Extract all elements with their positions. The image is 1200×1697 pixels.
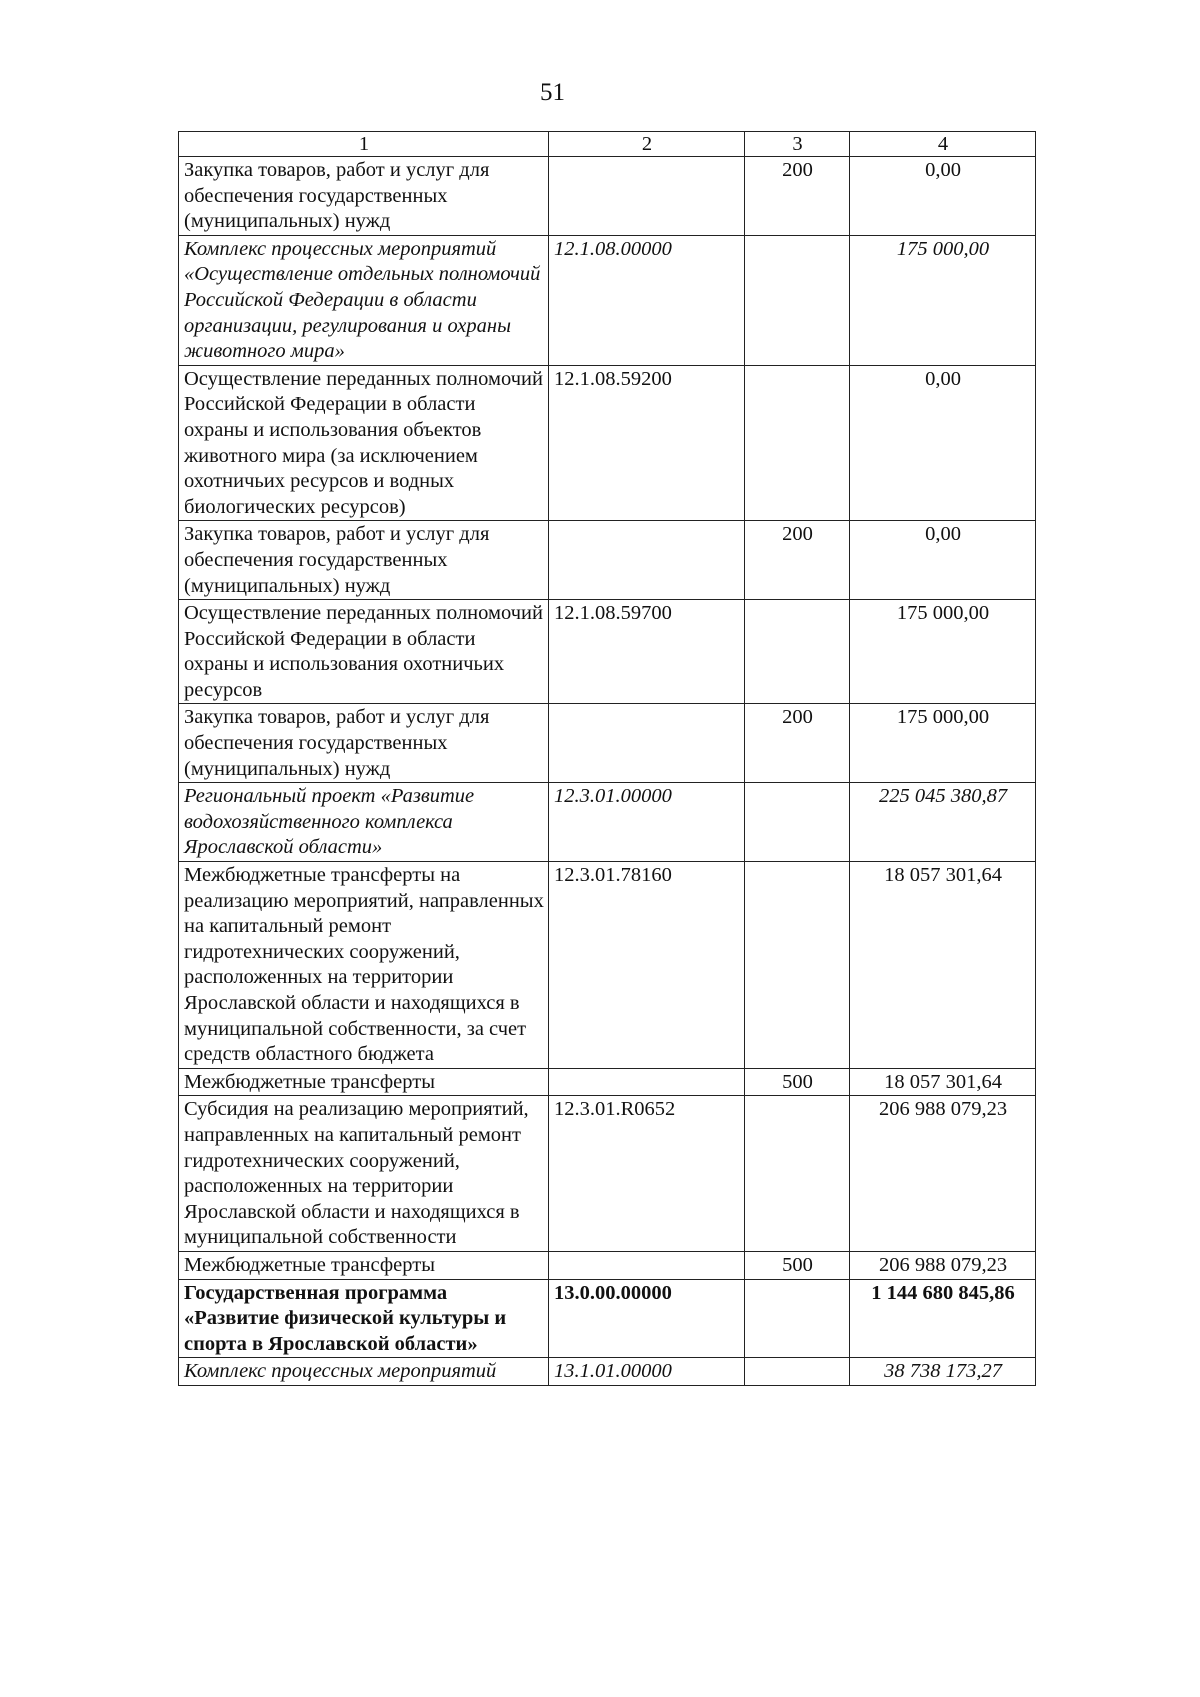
row-kind-cell: 200 bbox=[745, 704, 850, 783]
table-row bbox=[179, 157, 1036, 236]
row-code-cell: 13.0.00.00000 bbox=[549, 1279, 745, 1358]
header-cell-name: 1 bbox=[179, 132, 549, 157]
row-amount-cell: 175 000,00 bbox=[850, 235, 1036, 365]
row-amount-cell: 0,00 bbox=[850, 157, 1036, 236]
row-amount-cell: 38 738 173,27 bbox=[850, 1358, 1036, 1386]
row-code-cell bbox=[549, 521, 745, 600]
row-name-cell: Региональный проект «Развитие водохозяйственного комплекса Ярославской области» bbox=[179, 783, 549, 862]
table-row bbox=[179, 365, 1036, 521]
row-amount-cell: 206 988 079,23 bbox=[850, 1096, 1036, 1252]
row-kind-cell: 500 bbox=[745, 1068, 850, 1096]
row-kind-cell bbox=[745, 365, 850, 521]
row-name-cell: Межбюджетные трансферты bbox=[179, 1068, 549, 1096]
row-kind-cell bbox=[745, 1096, 850, 1252]
table-row bbox=[179, 783, 1036, 862]
row-amount-cell: 206 988 079,23 bbox=[850, 1251, 1036, 1279]
row-amount-cell: 0,00 bbox=[850, 521, 1036, 600]
row-kind-cell bbox=[745, 783, 850, 862]
row-amount-cell: 1 144 680 845,86 bbox=[850, 1279, 1036, 1358]
table-row bbox=[179, 862, 1036, 1069]
row-code-cell: 12.3.01.78160 bbox=[549, 862, 745, 1069]
row-code-cell bbox=[549, 704, 745, 783]
row-kind-cell bbox=[745, 235, 850, 365]
row-code-cell bbox=[549, 1068, 745, 1096]
page-number: 51 bbox=[540, 79, 565, 106]
header-cell-code: 2 bbox=[549, 132, 745, 157]
row-kind-cell bbox=[745, 862, 850, 1069]
table-row bbox=[179, 704, 1036, 783]
row-amount-cell: 175 000,00 bbox=[850, 704, 1036, 783]
row-code-cell: 13.1.01.00000 bbox=[549, 1358, 745, 1386]
row-code-cell: 12.3.01.00000 bbox=[549, 783, 745, 862]
row-kind-cell bbox=[745, 600, 850, 704]
row-amount-cell: 175 000,00 bbox=[850, 600, 1036, 704]
row-amount-cell: 18 057 301,64 bbox=[850, 862, 1036, 1069]
table-row bbox=[179, 1279, 1036, 1358]
row-name-cell: Государственная программа «Развитие физической культуры и спорта в Ярославской области» bbox=[179, 1279, 549, 1358]
row-name-cell: Комплекс процессных мероприятий bbox=[179, 1358, 549, 1386]
table-row bbox=[179, 1251, 1036, 1279]
table-row bbox=[179, 1068, 1036, 1096]
table-row bbox=[179, 1096, 1036, 1252]
row-name-cell: Осуществление переданных полномочий Российской Федерации в области охраны и использования охотничьих ресурсов bbox=[179, 600, 549, 704]
row-code-cell bbox=[549, 1251, 745, 1279]
row-name-cell: Межбюджетные трансферты bbox=[179, 1251, 549, 1279]
row-kind-cell: 200 bbox=[745, 157, 850, 236]
header-cell-kind: 3 bbox=[745, 132, 850, 157]
table-row bbox=[179, 1358, 1036, 1386]
table-row bbox=[179, 235, 1036, 365]
row-kind-cell: 200 bbox=[745, 521, 850, 600]
row-name-cell: Закупка товаров, работ и услуг для обеспечения государственных (муниципальных) нужд bbox=[179, 157, 549, 236]
header-row bbox=[179, 132, 1036, 157]
row-code-cell: 12.1.08.59200 bbox=[549, 365, 745, 521]
header-cell-amount: 4 bbox=[850, 132, 1036, 157]
row-code-cell bbox=[549, 157, 745, 236]
row-kind-cell bbox=[745, 1358, 850, 1386]
row-name-cell: Закупка товаров, работ и услуг для обеспечения государственных (муниципальных) нужд bbox=[179, 521, 549, 600]
table-row bbox=[179, 600, 1036, 704]
row-name-cell: Субсидия на реализацию мероприятий, направленных на капитальный ремонт гидротехнических сооружений, расположенных на территории Ярославской области и находящихся в муниципальной собственности bbox=[179, 1096, 549, 1252]
row-code-cell: 12.1.08.00000 bbox=[549, 235, 745, 365]
row-amount-cell: 18 057 301,64 bbox=[850, 1068, 1036, 1096]
budget-table-body bbox=[179, 132, 1036, 1386]
row-amount-cell: 0,00 bbox=[850, 365, 1036, 521]
row-name-cell: Межбюджетные трансферты на реализацию мероприятий, направленных на капитальный ремонт гидротехнических сооружений, расположенных на территории Ярославской области и находящихся в муниципальной собственности, за счет средств областного бюджета bbox=[179, 862, 549, 1069]
row-name-cell: Закупка товаров, работ и услуг для обеспечения государственных (муниципальных) нужд bbox=[179, 704, 549, 783]
budget-table bbox=[178, 131, 1036, 1386]
row-name-cell: Осуществление переданных полномочий Российской Федерации в области охраны и использования объектов животного мира (за исключением охотничьих ресурсов и водных биологических ресурсов) bbox=[179, 365, 549, 521]
row-code-cell: 12.1.08.59700 bbox=[549, 600, 745, 704]
row-name-cell: Комплекс процессных мероприятий «Осуществление отдельных полномочий Российской Федерации в области организации, регулирования и охраны животного мира» bbox=[179, 235, 549, 365]
row-code-cell: 12.3.01.R0652 bbox=[549, 1096, 745, 1252]
row-kind-cell: 500 bbox=[745, 1251, 850, 1279]
table-row bbox=[179, 521, 1036, 600]
row-amount-cell: 225 045 380,87 bbox=[850, 783, 1036, 862]
row-kind-cell bbox=[745, 1279, 850, 1358]
